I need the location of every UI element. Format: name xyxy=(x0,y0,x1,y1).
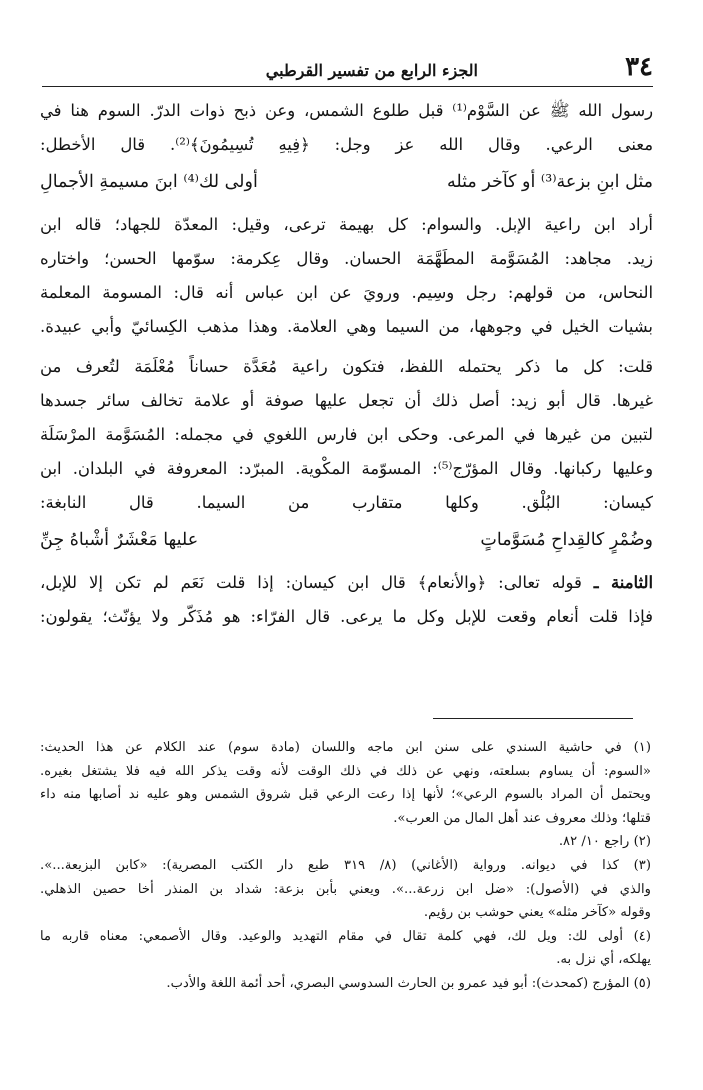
text-line: رسول الله ﷺ عن السَّوْم⁽¹⁾ قبل طلوع الشمس، وعن ذبح ذوات الدرّ. السوم هنا في xyxy=(40,101,653,120)
text-line: وعليها ركبانها. وقال المؤرّج⁽⁵⁾: المسوّمة المكْوية. المبرّد: المعروفة في البلدان. ابن xyxy=(40,459,653,478)
footnote-line: (٣) كذا في ديوانه. ورواية (الأغاني) (٨/ ٣١٩ طبع دار الكتب المصرية): «كابن البزيعة...». xyxy=(40,857,651,873)
text-line: فإذا قلت أنعام وقعت للإبل وكل ما يرعى. قال الفرّاء: هو مُذَكّر ولا يؤنّث؛ يقولون: xyxy=(40,607,653,626)
footnote-line: «السوم: أن يساوم بسلعته، ونهي عن ذلك في ذلك الوقت لأنه وقت يذكر الله فيه فلا يشتغل بغيره. xyxy=(40,763,651,779)
footnote-line: يهلكه، أي نزل به. xyxy=(556,952,651,968)
running-header xyxy=(42,52,653,87)
footnote-line: قتلها؛ وذلك معروف عند أهل المال من العرب». xyxy=(393,810,651,826)
footnote-line: والذي في (الأصول): «ضل ابن زرعة...». ويعني بأبن بزعة: شداد بن المنذر أخا حصين الذهلي. xyxy=(40,881,651,897)
footnote-line: وقوله «كآخر مثله» يعني حوشب بن رؤيم. xyxy=(423,905,651,921)
running-title: الجزء الرابع من تفسير القرطبي xyxy=(265,61,478,80)
footnote-line: ويحتمل أن المراد بالسوم الرعي»؛ لأنها إذا رعت الرعي قبل شروق الشمس وهو عليه ند أصابها منه داء xyxy=(40,787,651,803)
verse-first-hemistich: مثل ابنِ بزعة⁽³⁾ أو كآخر مثله xyxy=(446,172,653,192)
text-line: لتبين من غيرها في المرعى. وحكى ابن فارس اللغوي في مجمله: المُسَوَّمة المرْسَلَة xyxy=(40,425,653,444)
section-text: قوله تعالى: ﴿والأنعام﴾ قال ابن كيسان: إذا قلت نَعَم لم تكن إلا للإبل، xyxy=(40,573,582,592)
main-text xyxy=(40,94,653,634)
poetry-verse xyxy=(40,520,653,560)
section-label: الثامنة ـ xyxy=(593,573,653,592)
text-line: معنى الرعي. وقال الله عز وجل: ﴿فِيهِ تُسِيمُونَ﴾⁽²⁾. قال الأخطل: xyxy=(40,135,653,154)
poetry-verse xyxy=(40,162,653,202)
text-line: زيد. مجاهد: المُسَوَّمة المطَهَّمَة الحسان. وقال عِكرمة: سوّمها الحسن؛ واختاره xyxy=(40,249,653,268)
text-line: النحاس، من قولهم: رجل وسِيم. ورويَ عن ابن عباس أنه قال: المسومة المعلمة xyxy=(40,283,653,302)
verse-second-hemistich: عليها مَعْشَرٌ أشْباهُ جِنِّ xyxy=(40,530,199,550)
footnote-line: (٢) راجع ١٠/ ٨٢. xyxy=(558,834,651,850)
footnote-line: (٥) المؤرج (كمحدث): أبو فيد عمرو بن الحارث السدوسي البصري، أحد أئمة اللغة والأدب. xyxy=(166,975,651,991)
footnote-line: (١) في حاشية السندي على سنن ابن ماجه واللسان (مادة سوم) عند الكلام عن هذا الحديث: xyxy=(40,740,651,755)
section-line xyxy=(40,566,653,600)
footnote-line: (٤) أولى لك: ويل لك، فهي كلمة تقال في مقام التهديد والوعيد. وقال الأصمعي: معناه قاربه ما xyxy=(40,928,651,944)
footnote-separator xyxy=(433,718,633,719)
text-line: غيرها. قال أبو زيد: أصل ذلك أن تجعل عليها صوفة أو علامة تخالف سائر جسدها xyxy=(40,391,653,410)
text-line: أراد ابن راعية الإبل. والسوام: كل بهيمة ترعى، وقيل: المعدّة للجهاد؛ قاله ابن xyxy=(40,215,653,234)
text-line: قلت: كل ما ذكر يحتمله اللفظ، فتكون راعية مُعَدَّة حساناً مُعْلَمَة لتُعرف من xyxy=(40,357,653,376)
text-line: كيسان: البُلْق. وكلها متقارب من السيما. قال النابغة: xyxy=(40,493,653,512)
verse-second-hemistich: أولى لك⁽⁴⁾ ابنَ مسيمةِ الأجمالِ xyxy=(40,172,258,192)
verse-first-hemistich: وضُمْرٍ كالقِداحِ مُسَوَّماتٍ xyxy=(480,530,653,550)
footnotes xyxy=(40,736,651,996)
text-line: بشيات الخيل في وجوهها، من السيما وهي العلامة. وهذا مذهب الكِسائيّ وأبي عبيدة. xyxy=(40,317,653,336)
page-number: ٣٤ xyxy=(625,52,653,82)
